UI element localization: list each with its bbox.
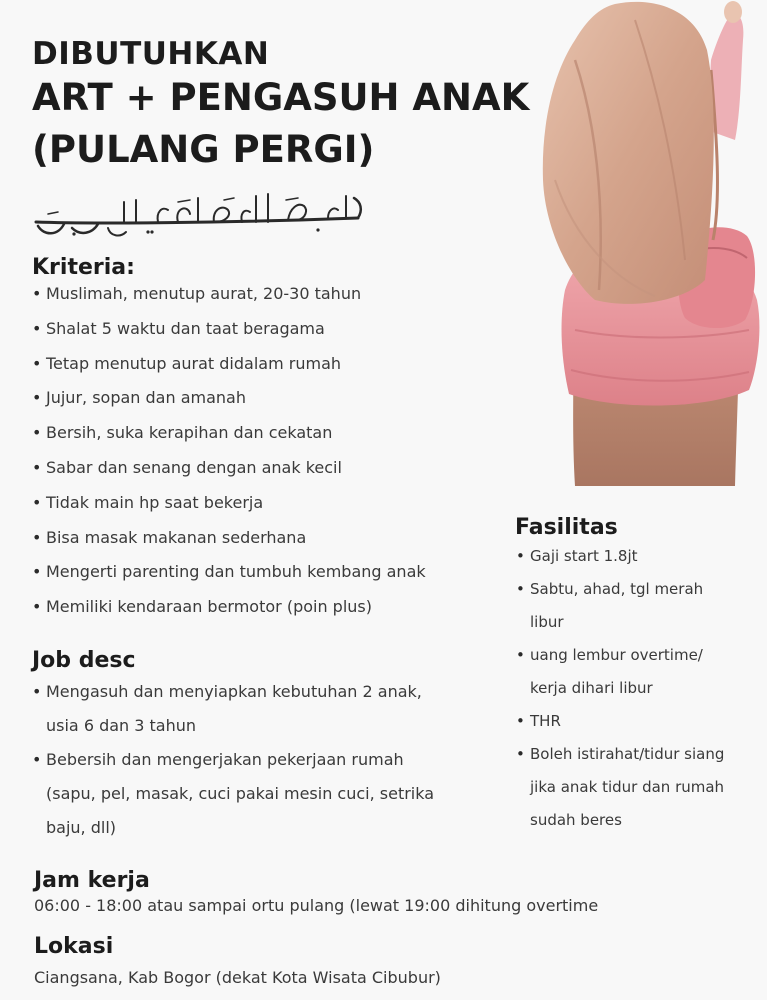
list-item-line: sudah beres [530, 811, 622, 829]
list-item-line: kerja dihari libur [530, 679, 653, 697]
list-item [32, 675, 434, 743]
list-item-line: • Boleh istirahat/tidur siang [530, 745, 725, 763]
list-item: • Bersih, suka kerapihan dan cekatan [32, 421, 426, 456]
list-item-line: • THR [530, 712, 561, 730]
kriteria-title: Kriteria: [32, 255, 135, 280]
header-line-2: ART + PENGASUH ANAK [32, 76, 530, 119]
header-line-1: DIBUTUHKAN [32, 36, 270, 72]
list-item [516, 705, 724, 738]
list-item-line: libur [530, 613, 564, 631]
list-item: • Memiliki kendaraan bermotor (poin plus) [32, 595, 426, 630]
jam-kerja-text: 06:00 - 18:00 atau sampai ortu pulang (lewat 19:00 dihitung overtime [34, 896, 599, 915]
list-item-line: • Bebersih dan mengerjakan pekerjaan rumah [46, 750, 404, 769]
list-item: • Shalat 5 waktu dan taat beragama [32, 317, 426, 352]
lokasi-title: Lokasi [34, 934, 114, 959]
list-item: • Mengerti parenting dan tumbuh kembang anak [32, 560, 426, 595]
hijab-woman-illustration-icon [535, 0, 767, 500]
fasilitas-list [516, 540, 724, 837]
list-item-line: • Sabtu, ahad, tgl merah [530, 580, 704, 598]
header-line-3: (PULANG PERGI) [32, 128, 375, 171]
kriteria-list [32, 282, 426, 630]
list-item-line: (sapu, pel, masak, cuci pakai mesin cuci, setrika [46, 784, 435, 803]
list-item-line: baju, dll) [46, 818, 117, 837]
lokasi-text: Ciangsana, Kab Bogor (dekat Kota Wisata Cibubur) [34, 968, 441, 987]
list-item-line: jika anak tidur dan rumah [530, 778, 725, 796]
list-item: • Sabar dan senang dengan anak kecil [32, 456, 426, 491]
basmala-calligraphy-icon [28, 188, 373, 243]
list-item-line: • uang lembur overtime/ [530, 646, 703, 664]
fasilitas-title: Fasilitas [515, 515, 618, 540]
list-item: • Tidak main hp saat bekerja [32, 491, 426, 526]
list-item: • Muslimah, menutup aurat, 20-30 tahun [32, 282, 426, 317]
jam-kerja-title: Jam kerja [34, 868, 150, 893]
list-item: • Tetap menutup aurat didalam rumah [32, 352, 426, 387]
jobdesc-list [32, 675, 434, 845]
list-item [32, 743, 434, 845]
list-item: • Bisa masak makanan sederhana [32, 526, 426, 561]
list-item-line: • Mengasuh dan menyiapkan kebutuhan 2 anak, [46, 682, 422, 701]
list-item [516, 738, 724, 837]
list-item [516, 540, 724, 573]
list-item-line: • Gaji start 1.8jt [530, 547, 638, 565]
jobdesc-title: Job desc [32, 648, 136, 673]
list-item [516, 573, 724, 639]
list-item: • Jujur, sopan dan amanah [32, 386, 426, 421]
list-item [516, 639, 724, 705]
list-item-line: usia 6 dan 3 tahun [46, 716, 197, 735]
